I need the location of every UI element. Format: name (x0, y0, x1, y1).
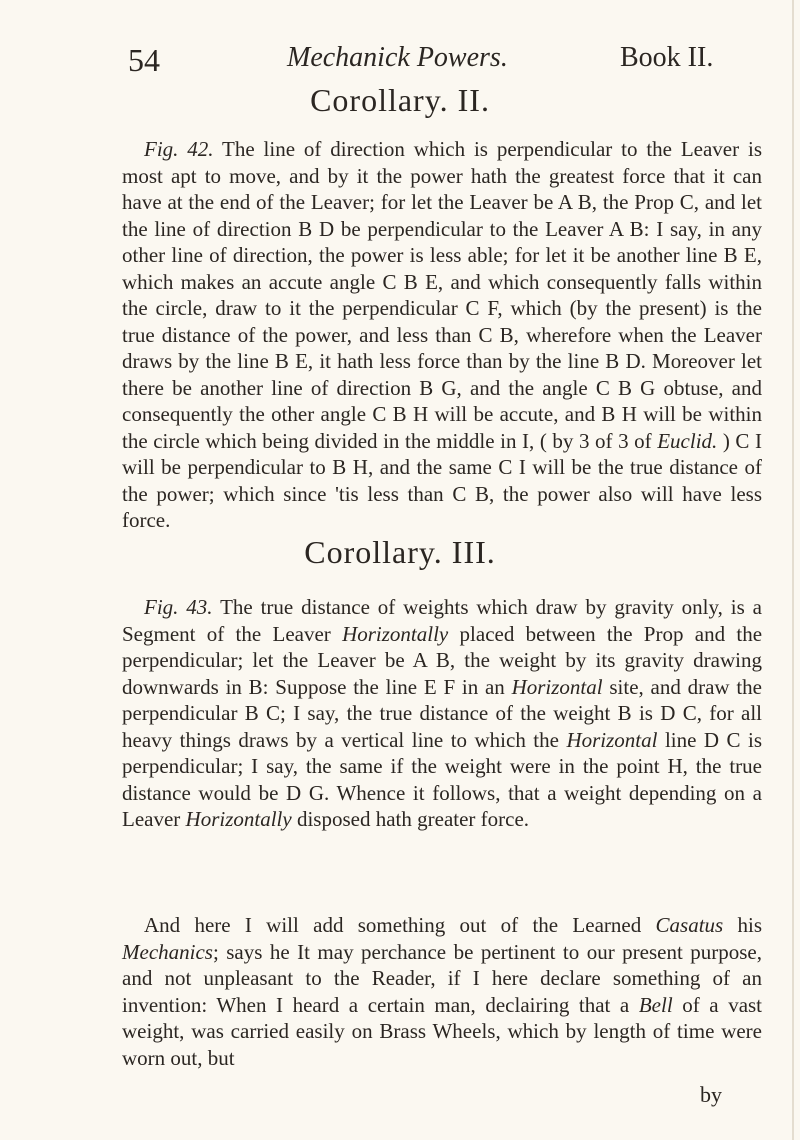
body-text: And here I will add something out of the Learned (144, 913, 642, 937)
body-text: ; says he It may perchance be pertinent to our present purpose, and not unpleasant to the Reader, if I here declare something of an invention: When I heard a certain man, declairing that a (122, 939, 762, 1017)
paragraph-corollary-2 (122, 136, 762, 534)
paragraph-text (122, 912, 762, 1071)
running-title: Mechanick Powers. (287, 42, 508, 73)
body-text: The true distance of weights which draw by gravity only, is a Segment of the Leaver (122, 595, 762, 646)
page-header (0, 22, 800, 82)
italic-term: Bell (638, 992, 673, 1017)
paragraph-text (122, 594, 762, 833)
body-text: disposed hath greater force. (296, 807, 530, 831)
paragraph-casatus (122, 912, 762, 1071)
body-text: placed between the Prop and the perpendicular; let the Leaver be A B, the weight by its gravity drawing downwards in B: Suppose the line E F in an (122, 621, 763, 699)
body-text: site, and draw the perpendicular B C; I say, the true distance of the weight B is D C, for all heavy things draws by a vertical line to which the (122, 674, 763, 752)
italic-term: Horizontally (342, 621, 449, 646)
italic-term: Horizontal (566, 727, 658, 752)
italic-term: Horizontal (511, 674, 603, 699)
body-text: ) C I will be perpendicular to B H, and the same C I will be the true distance of the power; which since 'tis less than C B, the power also will have less force. (122, 428, 763, 532)
figure-reference: Fig. 43. (144, 595, 213, 619)
italic-term: Mechanics (122, 939, 213, 964)
paragraph-text (122, 136, 762, 534)
paragraph-corollary-3 (122, 594, 762, 833)
page-number: 54 (128, 42, 160, 78)
section-heading-corollary-3: Corollary. III. (304, 534, 496, 570)
italic-term: Casatus (655, 913, 724, 937)
body-text: of a vast weight, was carried easily on Brass Wheels, which by length of time were worn out, but (122, 992, 763, 1070)
body-text: his (737, 913, 763, 937)
section-heading-corollary-2: Corollary. II. (310, 82, 490, 118)
body-text: The line of direction which is perpendicular to the Leaver is most apt to move, and by it the power hath the greatest force that it can have at the end of the Leaver; for let the Leaver be A B, the Prop C, and let the line of direction B D be perpendicular to the Leaver A B: I say, in any other line of direction, the power is less able; for let it be another line B E, which makes an accute angle C B E, and which consequently falls within the circle, draw to it the perpendicular C F, which (by the present) is the true distance of the power, and less than C B, wherefore when the Leaver draws by the line B E, it hath less force than by the line B D. Moreover let there be another line of direction B G, and the angle C B G obtuse, and consequently the other angle C B H will be accute, and B H will be within the circle which being divided in the middle in I, ( by 3 of 3 of (122, 137, 762, 453)
italic-term: Horizontally (185, 807, 292, 831)
book-label: Book II. (620, 42, 714, 73)
citation: Euclid. (657, 428, 718, 453)
figure-reference: Fig. 42. (144, 137, 214, 161)
catchword: by (700, 1082, 722, 1107)
body-text: line D C is perpendicular; I say, the same if the weight were in the point H, the true distance would be D G. Whence it follows, that a weight depending on a Leaver (122, 727, 763, 831)
